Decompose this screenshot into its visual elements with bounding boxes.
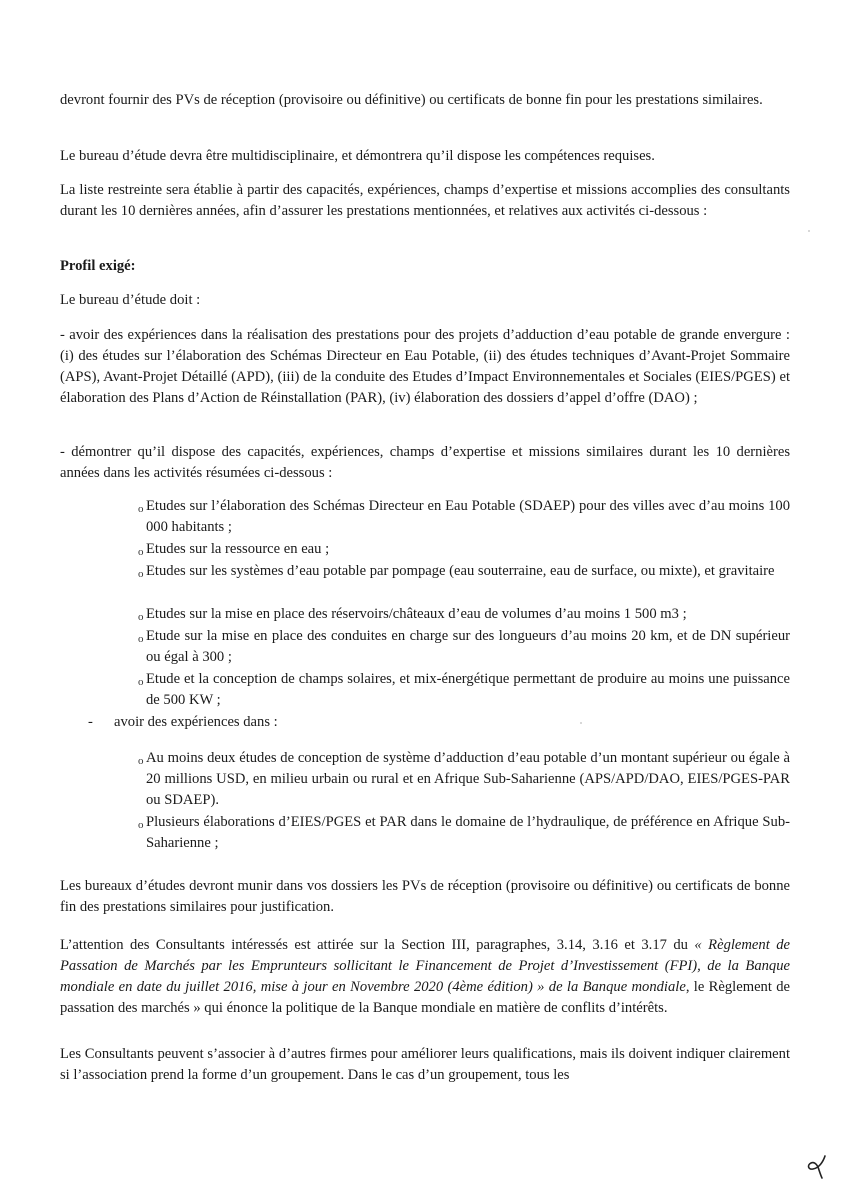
paragraph-text-end: , le Règlement de passation des marchés » qui énonce la politique de la Banque mondiale en matière de conflits d’intérêts. [60, 979, 791, 1016]
list-item: Etudes sur les systèmes d’eau potable par pompage (eau souterraine, eau de surface, ou mixte), et gravitaire [146, 563, 775, 579]
paragraph-bureau-doit: Le bureau d’étude doit : [60, 292, 201, 308]
list-item: Au moins deux études de conception de système d’adduction d’eau potable d’un montant supérieur ou égale à 20 millions USD, en milieu urbain ou rural et en Afrique Sub-Saharienne (APS/APD/DAO, EIES/PGES-PAR ou SDAEP). [146, 750, 790, 808]
bullet-icon: o [138, 755, 144, 767]
bullet-icon: o [138, 633, 144, 645]
bullet-icon: o [138, 611, 144, 623]
paragraph-pv-reception: devront fournir des PVs de réception (provisoire ou définitive) ou certificats de bonne fin pour les prestations similaires. [60, 92, 763, 108]
bullet-icon: o [138, 503, 144, 515]
profile-heading: Profil exigé: [60, 258, 136, 274]
scan-speck [580, 722, 582, 724]
list-item: Plusieurs élaborations d’EIES/PGES et PAR dans le domaine de l’hydraulique, de préférence en Afrique Sub-Saharienne ; [146, 814, 790, 851]
bullet-icon: o [138, 819, 144, 831]
bullet-icon: o [138, 676, 144, 688]
bullet-icon: o [138, 546, 144, 558]
bullet-icon: o [138, 568, 144, 580]
scan-speck [808, 230, 810, 232]
paragraph-pv-justification: Les bureaux d’études devront munir dans vos dossiers les PVs de réception (provisoire ou définitive) ou certificats de bonne fin des prestations similaires pour justification. [60, 878, 790, 915]
list-item: Etudes sur la ressource en eau ; [146, 541, 330, 557]
dash-list-item: avoir des expériences dans : [114, 714, 278, 730]
list-item: Etude sur la mise en place des conduites en charge sur des longueurs d’au moins 20 km, et de DN supérieur ou égal à 300 ; [146, 628, 790, 665]
paragraph-association: Les Consultants peuvent s’associer à d’autres firmes pour améliorer leurs qualifications, mais ils doivent indiquer clairement si l’association prend la forme d’un groupement. Dans le cas d’un groupement, tous les [60, 1046, 790, 1083]
paragraph-experience-requirements: - avoir des expériences dans la réalisation des prestations pour des projets d’adduction d’eau potable de grande envergure : (i) des études sur l’élaboration des Schémas Directeur en Eau Potable, (ii) des études techniques d’Avant-Projet Sommaire (APS), Avant-Projet Détaillé (APD), (iii) de la conduite des Etudes d’Impact Environnementales et Sociales (EIES/PGES) et élaboration des Plans d’Action de Réinstallation (PAR), (iv) élaboration des dossiers d’appel d’offre (DAO) ; [60, 327, 790, 406]
handwritten-initial-icon [805, 1152, 829, 1180]
list-item: Etudes sur la mise en place des réservoirs/châteaux d’eau de volumes d’au moins 1 500 m3 ; [146, 606, 687, 622]
list-item: Etudes sur l’élaboration des Schémas Directeur en Eau Potable (SDAEP) pour des villes avec d’au moins 100 000 habitants ; [146, 498, 790, 535]
dash-icon: - [88, 714, 93, 730]
paragraph-demonstrate-capacity: - démontrer qu’il dispose des capacités, expériences, champs d’expertise et missions similaires durant les 10 dernières années dans les activités résumées ci-dessous : [60, 444, 790, 481]
paragraph-multidisciplinary: Le bureau d’étude devra être multidisciplinaire, et démontrera qu’il dispose les compétences requises. [60, 148, 655, 164]
list-item: Etude et la conception de champs solaires, et mix-énergétique permettant de produire au moins une puissance de 500 KW ; [146, 671, 790, 708]
paragraph-conflict-of-interest [60, 935, 790, 1019]
paragraph-short-list: La liste restreinte sera établie à partir des capacités, expériences, champs d’expertise et missions accomplies des consultants durant les 10 dernières années, afin d’assurer les prestations mentionnées, et relatives aux activités ci-dessous : [60, 182, 790, 219]
paragraph-text-start: L’attention des Consultants intéressés est attirée sur la Section III, paragraphes, 3.14, 3.16 et 3.17 du [60, 937, 695, 953]
regulation-title: « Règlement de Passation de Marchés par les Emprunteurs sollicitant le Financement de Projet d’Investissement (FPI), de la Banque mondiale en date du juillet 2016, mise à jour en Novembre 2020 (4ème édition) » de la Banque mondiale [60, 937, 790, 995]
